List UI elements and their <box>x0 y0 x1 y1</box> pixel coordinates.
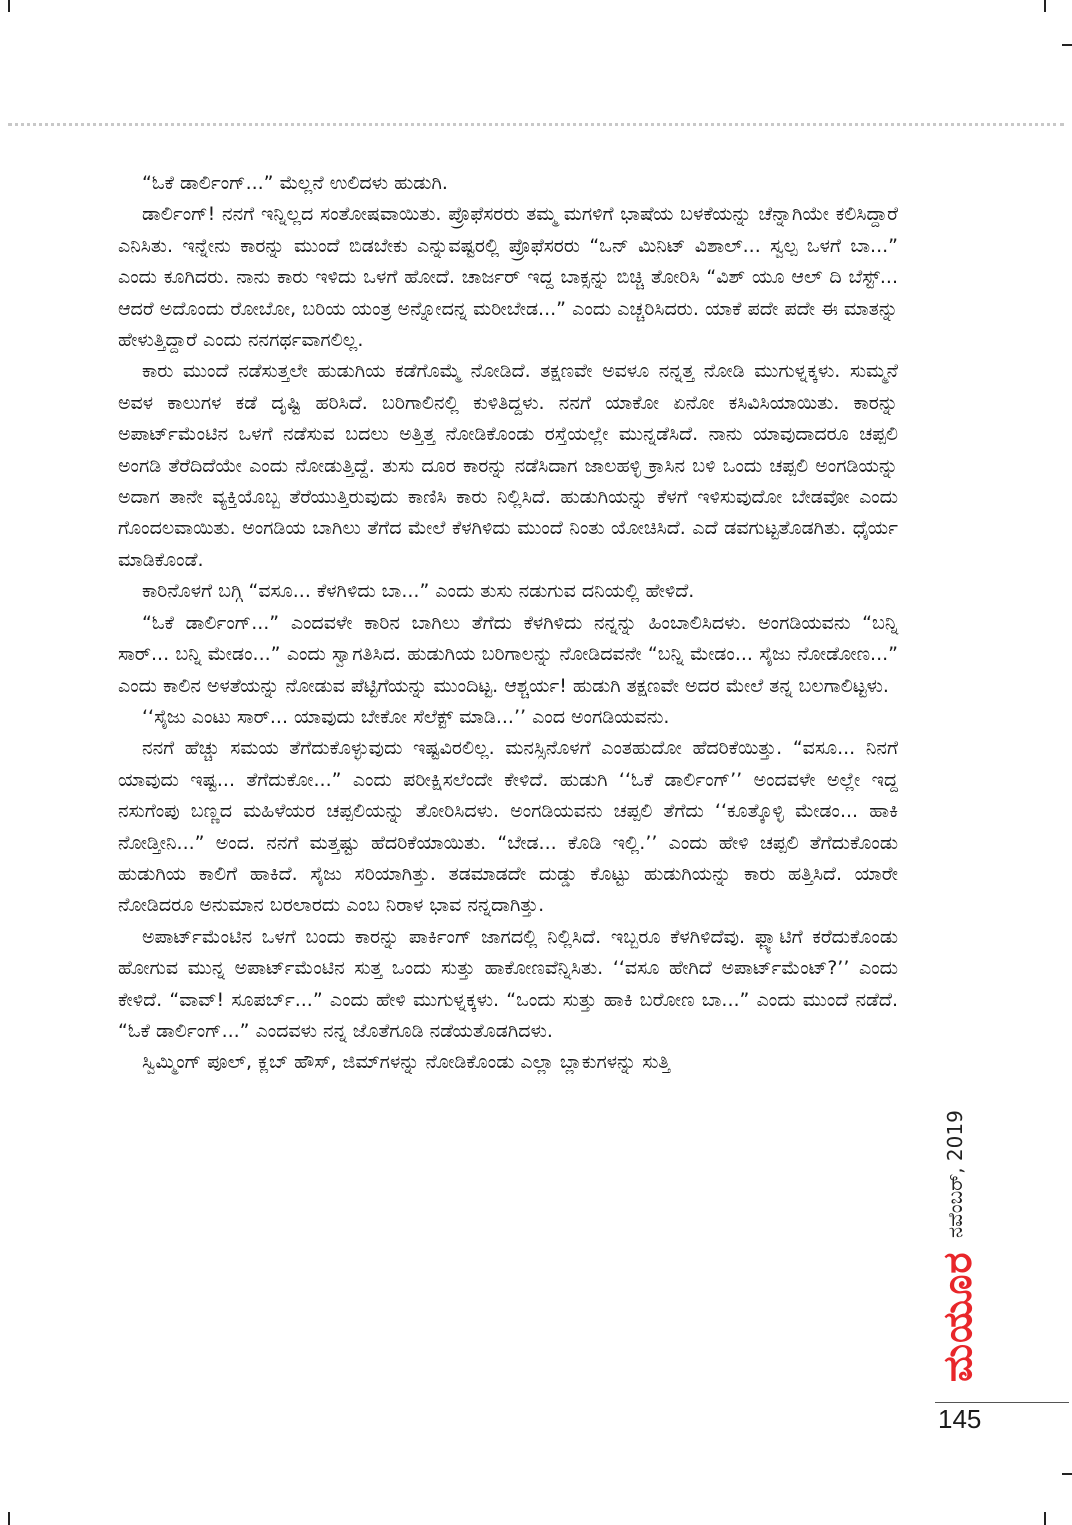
issue-date: ನವೆಂಬರ್, 2019 <box>943 1110 967 1238</box>
page-number: 145 <box>938 1404 982 1434</box>
paragraph: ನನಗೆ ಹೆಚ್ಚು ಸಮಯ ತೆಗೆದುಕೊಳ್ಳುವುದು ಇಷ್ಟವಿರಲಿಲ್ಲ. ಮನಸ್ಸಿನೊಳಗೆ ಎಂತಹುದೋ ಹೆದರಿಕೆಯಿತ್ತು. “ವಸೂ... ನಿನಗೆ ಯಾವುದು ಇಷ್ಟ... ತೆಗೆದುಕೋ...” ಎಂದು ಪರೀಕ್ಷಿಸಲೆಂದೇ ಕೇಳಿದೆ. ಹುಡುಗಿ ‘‘ಓಕೆ ಡಾರ್ಲಿಂಗ್’’ ಅಂದವಳೇ ಅಲ್ಲೇ ಇದ್ದ ನಸುಗೆಂಪು ಬಣ್ಣದ ಮಹಿಳೆಯರ ಚಪ್ಪಲಿಯನ್ನು ತೋರಿಸಿದಳು. ಅಂಗಡಿಯವನು ಚಪ್ಪಲಿ ತೆಗೆದು ‘‘ಕೂತ್ಕೊಳ್ಳಿ ಮೇಡಂ... ಹಾಕಿ ನೋಡ್ತೀನಿ...” ಅಂದ. ನನಗೆ ಮತ್ತಷ್ಟು ಹೆದರಿಕೆಯಾಯಿತು. “ಬೇಡ... ಕೊಡಿ ಇಲ್ಲಿ.’’ ಎಂದು ಹೇಳಿ ಚಪ್ಪಲಿ ತೆಗೆದುಕೊಂಡು ಹುಡುಗಿಯ ಕಾಲಿಗೆ ಹಾಕಿದೆ. ಸೈಜು ಸರಿಯಾಗಿತ್ತು. ತಡಮಾಡದೇ ದುಡ್ಡು ಕೊಟ್ಟು ಹುಡುಗಿಯನ್ನು ಕಾರು ಹತ್ತಿಸಿದೆ. ಯಾರೇ ನೋಡಿದರೂ ಅನುಮಾನ ಬರಲಾರದು ಎಂಬ ನಿರಾಳ ಭಾವ ನನ್ನದಾಗಿತ್ತು. <box>118 737 898 917</box>
paragraph: ಡಾರ್ಲಿಂಗ್! ನನಗೆ ಇನ್ನಿಲ್ಲದ ಸಂತೋಷವಾಯಿತು. ಪ್ರೊಫೆಸರರು ತಮ್ಮ ಮಗಳಿಗೆ ಭಾಷೆಯ ಬಳಕೆಯನ್ನು ಚೆನ್ನಾಗಿಯೇ ಕಲಿಸಿದ್ದಾರೆ ಎನಿಸಿತು. ಇನ್ನೇನು ಕಾರನ್ನು ಮುಂದೆ ಬಿಡಬೇಕು ಎನ್ನುವಷ್ಟರಲ್ಲಿ ಪ್ರೊಫೆಸರರು “ಒನ್ ಮಿನಿಟ್ ವಿಶಾಲ್... ಸ್ವಲ್ಪ ಒಳಗೆ ಬಾ...” ಎಂದು ಕೂಗಿದರು. ನಾನು ಕಾರು ಇಳಿದು ಒಳಗೆ ಹೋದೆ. ಚಾರ್ಜರ್ ಇದ್ದ ಬಾಕ್ಸನ್ನು ಬಿಚ್ಚಿ ತೋರಿಸಿ “ವಿಶ್ ಯೂ ಆಲ್ ದಿ ಬೆಸ್ಟ್... ಆದರೆ ಅದೊಂದು ರೋಬೋ, ಬರಿಯ ಯಂತ್ರ ಅನ್ನೋದನ್ನ ಮರೀಬೇಡ...” ಎಂದು ಎಚ್ಚರಿಸಿದರು. ಯಾಕೆ ಪದೇ ಪದೇ ಈ ಮಾತನ್ನು ಹೇಳುತ್ತಿದ್ದಾರೆ ಎಂದು ನನಗರ್ಥವಾಗಲಿಲ್ಲ. <box>118 203 898 352</box>
magazine-sidebar <box>935 1080 985 1385</box>
crop-mark-right-bottom <box>1062 1473 1072 1475</box>
page-number-rule <box>935 1402 1069 1403</box>
paragraph: ಕಾರು ಮುಂದೆ ನಡೆಸುತ್ತಲೇ ಹುಡುಗಿಯ ಕಡೆಗೊಮ್ಮೆ ನೋಡಿದೆ. ತಕ್ಷಣವೇ ಅವಳೂ ನನ್ನತ್ತ ನೋಡಿ ಮುಗುಳ್ನಕ್ಕಳು. ಸುಮ್ಮನೆ ಅವಳ ಕಾಲುಗಳ ಕಡೆ ದೃಷ್ಟಿ ಹರಿಸಿದೆ. ಬರಿಗಾಲಿನಲ್ಲಿ ಕುಳಿತಿದ್ದಳು. ನನಗೆ ಯಾಕೋ ಏನೋ ಕಸಿವಿಸಿಯಾಯಿತು. ಕಾರನ್ನು ಅಪಾರ್ಟ್‌ಮೆಂಟಿನ ಒಳಗೆ ನಡೆಸುವ ಬದಲು ಅತ್ತಿತ್ತ ನೋಡಿಕೊಂಡು ರಸ್ತೆಯಲ್ಲೇ ಮುನ್ನಡೆಸಿದೆ. ನಾನು ಯಾವುದಾದರೂ ಚಪ್ಪಲಿ ಅಂಗಡಿ ತೆರೆದಿದೆಯೇ ಎಂದು ನೋಡುತ್ತಿದ್ದೆ. ತುಸು ದೂರ ಕಾರನ್ನು ನಡೆಸಿದಾಗ ಜಾಲಹಳ್ಳಿ ಕ್ರಾಸಿನ ಬಳಿ ಒಂದು ಚಪ್ಪಲಿ ಅಂಗಡಿಯನ್ನು ಅದಾಗ ತಾನೇ ವ್ಯಕ್ತಿಯೊಬ್ಬ ತೆರೆಯುತ್ತಿರುವುದು ಕಾಣಿಸಿ ಕಾರು ನಿಲ್ಲಿಸಿದೆ. ಹುಡುಗಿಯನ್ನು ಕೆಳಗೆ ಇಳಿಸುವುದೋ ಬೇಡವೋ ಎಂದು ಗೊಂದಲವಾಯಿತು. ಅಂಗಡಿಯ ಬಾಗಿಲು ತೆಗೆದ ಮೇಲೆ ಕೆಳಗಿಳಿದು ಮುಂದೆ ನಿಂತು ಯೋಚಿಸಿದೆ. ಎದೆ ಡವಗುಟ್ಟತೊಡಗಿತು. ಧೈರ್ಯ ಮಾಡಿಕೊಂಡೆ. <box>118 360 898 571</box>
paragraph: “ಓಕೆ ಡಾರ್ಲಿಂಗ್...” ಎಂದವಳೇ ಕಾರಿನ ಬಾಗಿಲು ತೆಗೆದು ಕೆಳಗಿಳಿದು ನನ್ನನ್ನು ಹಿಂಬಾಲಿಸಿದಳು. ಅಂಗಡಿಯವನು “ಬನ್ನಿ ಸಾರ್... ಬನ್ನಿ ಮೇಡಂ...” ಎಂದು ಸ್ವಾಗತಿಸಿದ. ಹುಡುಗಿಯ ಬರಿಗಾಲನ್ನು ನೋಡಿದವನೇ “ಬನ್ನಿ ಮೇಡಂ... ಸೈಜು ನೋಡೋಣ...” ಎಂದು ಕಾಲಿನ ಅಳತೆಯನ್ನು ನೋಡುವ ಪೆಟ್ಟಿಗೆಯನ್ನು ಮುಂದಿಟ್ಟ. ಆಶ್ಚರ್ಯ! ಹುಡುಗಿ ತಕ್ಷಣವೇ ಅದರ ಮೇಲೆ ತನ್ನ ಬಲಗಾಲಿಟ್ಟಳು. <box>118 611 898 697</box>
paragraph: ಸ್ವಿಮ್ಮಿಂಗ್ ಪೂಲ್, ಕ್ಲಬ್ ಹೌಸ್, ಜಿಮ್‌ಗಳನ್ನು ನೋಡಿಕೊಂಡು ಎಲ್ಲಾ ಬ್ಲಾಕುಗಳನ್ನು ಸುತ್ತಿ <box>142 1051 671 1074</box>
paragraph: ‘‘ಸೈಜು ಎಂಟು ಸಾರ್... ಯಾವುದು ಬೇಕೋ ಸೆಲೆಕ್ಟ್ ಮಾಡಿ...’’ ಎಂದ ಅಂಗಡಿಯವನು. <box>142 705 670 728</box>
crop-mark-top-left <box>8 0 10 12</box>
article-body <box>118 168 898 1079</box>
crop-mark-right-top <box>1062 44 1072 46</box>
paragraph: ಕಾರಿನೊಳಗೆ ಬಗ್ಗಿ “ವಸೂ... ಕೆಳಗಿಳಿದು ಬಾ...” ಎಂದು ತುಸು ನಡುಗುವ ದನಿಯಲ್ಲಿ ಹೇಳಿದೆ. <box>142 580 695 603</box>
paragraph: ಅಪಾರ್ಟ್‌ಮೆಂಟಿನ ಒಳಗೆ ಬಂದು ಕಾರನ್ನು ಪಾರ್ಕಿಂಗ್ ಜಾಗದಲ್ಲಿ ನಿಲ್ಲಿಸಿದೆ. ಇಬ್ಬರೂ ಕೆಳಗಿಳಿದೆವು. ಫ್ಲ್ಯಾಟಿಗೆ ಕರೆದುಕೊಂಡು ಹೋಗುವ ಮುನ್ನ ಅಪಾರ್ಟ್‌ಮೆಂಟಿನ ಸುತ್ತ ಒಂದು ಸುತ್ತು ಹಾಕೋಣವೆನ್ನಿಸಿತು. ‘‘ವಸೂ ಹೇಗಿದೆ ಅಪಾರ್ಟ್‌ಮೆಂಟ್?’’ ಎಂದು ಕೇಳಿದೆ. “ವಾವ್! ಸೂಪರ್ಬ್...” ಎಂದು ಹೇಳಿ ಮುಗುಳ್ನಕ್ಕಳು. “ಒಂದು ಸುತ್ತು ಹಾಕಿ ಬರೋಣ ಬಾ...” ಎಂದು ಮುಂದೆ ನಡೆದೆ. “ಓಕೆ ಡಾರ್ಲಿಂಗ್...” ಎಂದವಳು ನನ್ನ ಜೊತೆಗೂಡಿ ನಡೆಯತೊಡಗಿದಳು. <box>118 925 898 1042</box>
header-dotted-rule <box>8 123 1064 126</box>
crop-mark-bottom-left <box>8 1512 10 1525</box>
crop-mark-top-right <box>1044 0 1046 12</box>
magazine-logo: ಮಯೂರ <box>935 1251 981 1382</box>
crop-mark-bottom-right <box>1044 1512 1046 1525</box>
paragraph: “ಓಕೆ ಡಾರ್ಲಿಂಗ್...” ಮೆಲ್ಲನೆ ಉಲಿದಳು ಹುಡುಗಿ. <box>142 172 448 194</box>
